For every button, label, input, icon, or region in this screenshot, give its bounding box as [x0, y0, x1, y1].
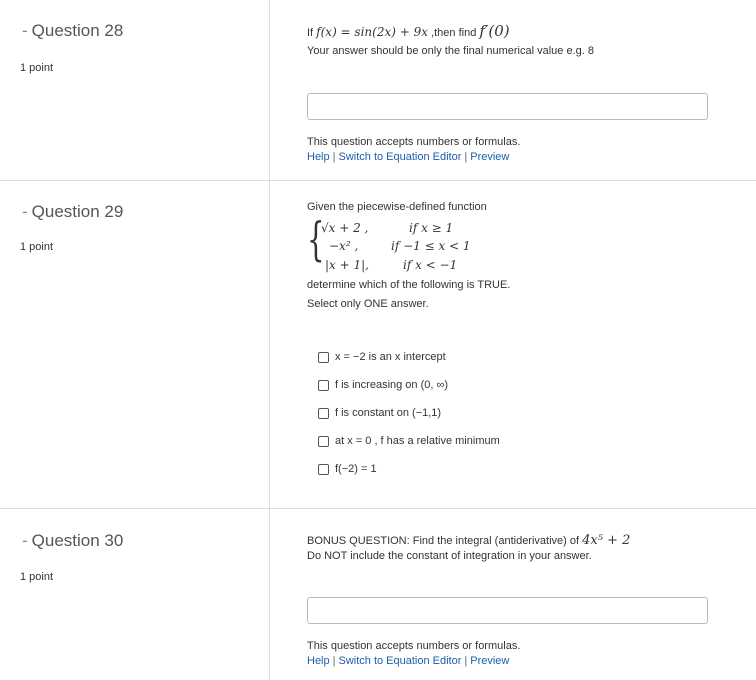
- answer-input[interactable]: [307, 597, 708, 624]
- question-instruction: Select only ONE answer.: [307, 298, 429, 310]
- collapse-dash[interactable]: -: [22, 202, 28, 221]
- preview-link[interactable]: Preview: [470, 655, 510, 667]
- question-30: [0, 509, 756, 680]
- question-points: 1 point: [20, 62, 54, 74]
- question-content: [307, 181, 736, 509]
- piece-expr: |x + 1|,: [325, 258, 369, 272]
- question-title: - Question 29: [22, 202, 124, 221]
- answer-option[interactable]: f is constant on (−1,1): [318, 407, 441, 419]
- question-content: [307, 0, 736, 181]
- question-29: [0, 181, 756, 509]
- editor-links: Help | Switch to Equation Editor | Preview: [307, 655, 510, 667]
- piece-cond: if x ≥ 1: [409, 221, 454, 235]
- answer-option[interactable]: f is increasing on (0, ∞): [318, 379, 448, 391]
- piece-expr: −x² ,: [329, 239, 359, 253]
- question-title: - Question 30: [22, 531, 124, 550]
- accepts-note: This question accepts numbers or formulas.: [307, 640, 521, 652]
- question-content: [307, 509, 736, 680]
- equation-editor-link[interactable]: Switch to Equation Editor: [338, 151, 462, 163]
- answer-option[interactable]: f(−2) = 1: [318, 463, 377, 475]
- question-title: - Question 28: [22, 21, 124, 40]
- option-checkbox[interactable]: [318, 380, 329, 391]
- option-checkbox[interactable]: [318, 464, 329, 475]
- help-link[interactable]: Help: [307, 151, 330, 163]
- help-link[interactable]: Help: [307, 655, 330, 667]
- question-points: 1 point: [20, 241, 54, 253]
- collapse-dash[interactable]: -: [22, 531, 28, 550]
- piece-cond: if −1 ≤ x < 1: [391, 239, 471, 253]
- question-sidebar: [0, 0, 270, 180]
- question-note: Your answer should be only the final numerical value e.g. 8: [307, 45, 594, 57]
- option-checkbox[interactable]: [318, 408, 329, 419]
- question-points: 1 point: [20, 571, 54, 583]
- piece-expr: √x + 2 ,: [321, 221, 369, 235]
- collapse-dash[interactable]: -: [22, 21, 28, 40]
- question-text: determine which of the following is TRUE.: [307, 279, 511, 291]
- question-prompt: BONUS QUESTION: Find the integral (antiderivative) of 4x⁵ + 2: [307, 533, 631, 548]
- answer-input[interactable]: [307, 93, 708, 120]
- accepts-note: This question accepts numbers or formulas.: [307, 136, 521, 148]
- piece-cond: if x < −1: [403, 258, 458, 272]
- question-sidebar: [0, 181, 270, 508]
- option-checkbox[interactable]: [318, 352, 329, 363]
- editor-links: Help | Switch to Equation Editor | Preview: [307, 151, 510, 163]
- question-sidebar: [0, 509, 270, 680]
- question-prompt: If f(x) = sin(2x) + 9x ,then find f′(0): [307, 22, 510, 40]
- question-intro: Given the piecewise-defined function: [307, 201, 487, 213]
- equation-editor-link[interactable]: Switch to Equation Editor: [338, 655, 462, 667]
- question-28: [0, 0, 756, 181]
- preview-link[interactable]: Preview: [470, 151, 510, 163]
- option-checkbox[interactable]: [318, 436, 329, 447]
- piecewise-brace: {: [307, 212, 325, 266]
- answer-option[interactable]: x = −2 is an x intercept: [318, 351, 446, 363]
- answer-option[interactable]: at x = 0 , f has a relative minimum: [318, 435, 500, 447]
- question-note: Do NOT include the constant of integration in your answer.: [307, 550, 592, 562]
